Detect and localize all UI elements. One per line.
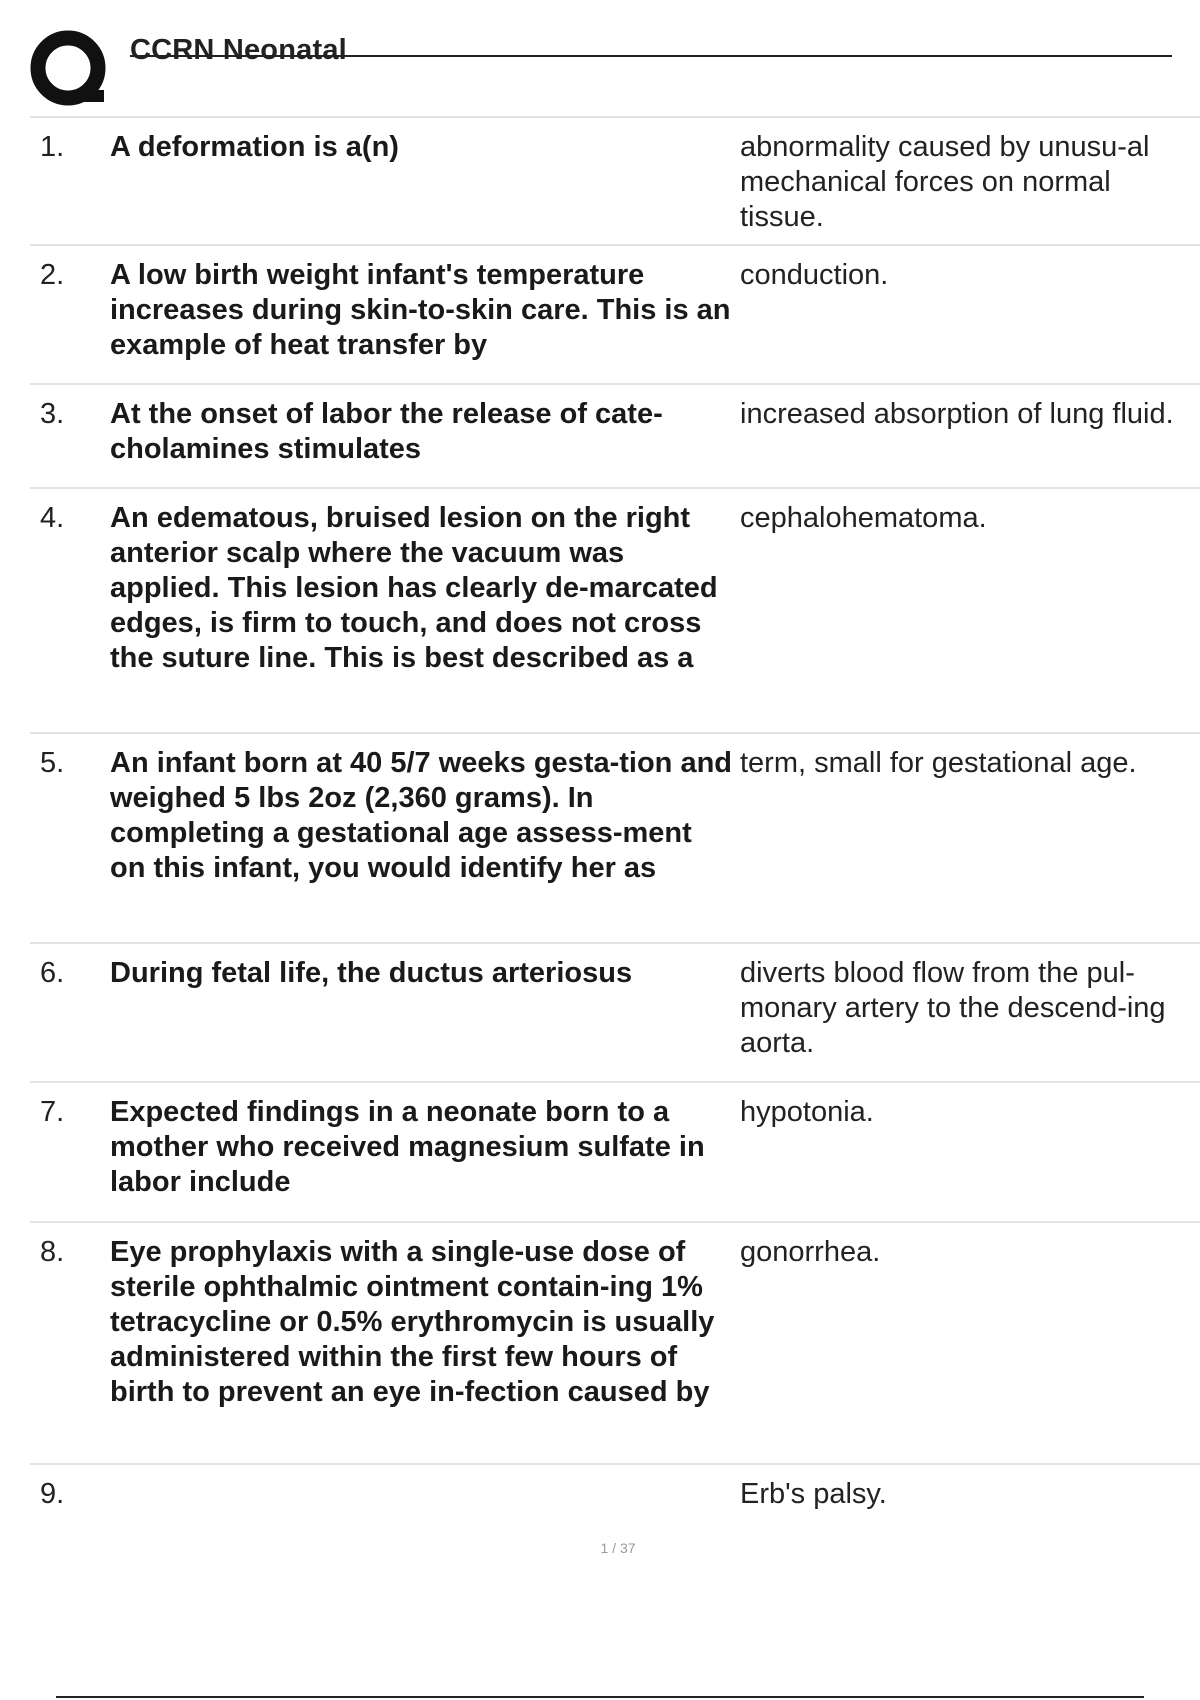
card-definition: abnormality caused by unusu-al mechanical forces on normal tissue.: [740, 131, 1150, 233]
card-definition: diverts blood flow from the pul-monary artery to the descend-ing aorta.: [740, 957, 1166, 1059]
card-term: During fetal life, the ductus arteriosus: [110, 957, 633, 989]
card-definition: gonorrhea.: [740, 1236, 881, 1268]
card-definition: term, small for gestational age.: [740, 747, 1137, 779]
card-term: An infant born at 40 5/7 weeks gesta-tion and weighed 5 lbs 2oz (2,360 grams). In completing a gestational age assess-ment on this infant, you would identify her as: [110, 747, 733, 884]
card-number: 6.: [40, 957, 65, 989]
flashcard-row: [30, 116, 1200, 244]
flashcard-row: [30, 942, 1200, 1081]
card-number: 1.: [40, 131, 65, 163]
card-number: 4.: [40, 502, 65, 534]
card-term: A low birth weight infant's temperature increases during skin-to-skin care. This is an example of heat transfer by: [110, 259, 731, 361]
card-term: At the onset of labor the release of cate-cholamines stimulates: [110, 398, 663, 465]
card-term: Eye prophylaxis with a single-use dose of sterile ophthalmic ointment contain-ing 1% tetracycline or 0.5% erythromycin is usually administered within the first few hours of birth to prevent an eye in-fection caused by: [110, 1236, 715, 1408]
card-number: 7.: [40, 1096, 65, 1128]
flashcard-row: [30, 383, 1200, 487]
footer-rule: [56, 1696, 1144, 1698]
flashcard-row: [30, 732, 1200, 942]
card-definition: increased absorption of lung fluid.: [740, 398, 1174, 430]
card-number: 3.: [40, 398, 65, 430]
flashcard-row: [30, 244, 1200, 383]
deck-title: CCRN Neonatal: [130, 34, 347, 66]
flashcard-row: [30, 487, 1200, 732]
card-definition: hypotonia.: [740, 1096, 874, 1128]
card-number: 8.: [40, 1236, 65, 1268]
card-term: A deformation is a(n): [110, 131, 399, 163]
quizlet-logo-icon: [30, 28, 112, 110]
card-definition: conduction.: [740, 259, 889, 291]
card-term: Expected findings in a neonate born to a mother who received magnesium sulfate in labor include: [110, 1096, 705, 1198]
card-term: An edematous, bruised lesion on the right anterior scalp where the vacuum was applied. This lesion has clearly de-marcated edges, is firm to touch, and does not cross the suture line. This is best described as a: [110, 502, 718, 674]
page-header: [30, 28, 1150, 112]
card-number: 5.: [40, 747, 65, 779]
card-definition: cephalohematoma.: [740, 502, 987, 534]
card-number: 2.: [40, 259, 65, 291]
flashcard-row: [30, 1463, 1200, 1533]
card-definition: Erb's palsy.: [740, 1478, 887, 1510]
page-number: 1 / 37: [600, 1540, 636, 1556]
flashcard-row: [30, 1081, 1200, 1221]
flashcard-list: [30, 116, 1200, 1533]
card-number: 9.: [40, 1478, 65, 1510]
flashcard-row: [30, 1221, 1200, 1463]
